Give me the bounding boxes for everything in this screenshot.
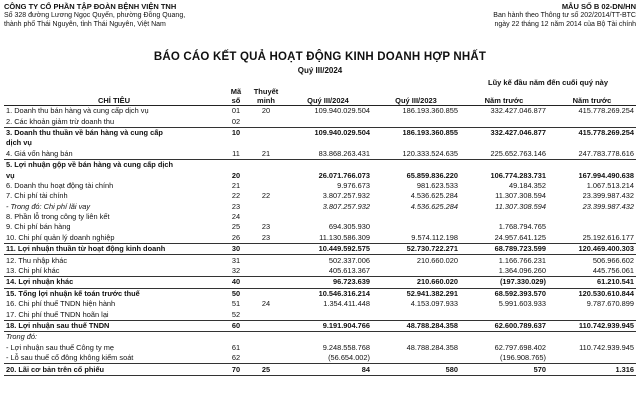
row-note (248, 255, 284, 266)
row-code: 26 (224, 233, 248, 244)
row-note (248, 277, 284, 288)
row-note: 24 (261, 299, 271, 309)
row-q2023: 9.574.112.198 (372, 233, 460, 244)
row-q2024: 694.305.930 (328, 222, 370, 232)
row-code: 52 (224, 309, 248, 320)
table-row (4, 332, 636, 343)
row-note (248, 332, 284, 343)
row-indicator: 16. Chi phí thuế TNDN hiện hành (6, 299, 116, 309)
row-q2024 (284, 138, 372, 148)
row-code (224, 332, 248, 343)
row-ytd-a (460, 159, 548, 170)
table-row (4, 343, 636, 353)
row-indicator: 20. Lãi cơ bản trên cổ phiếu (4, 364, 224, 375)
row-q2024: 3.807.257.932 (322, 191, 370, 201)
row-ytd-a: 1.364.096.260 (460, 266, 548, 277)
row-q2023: 48.788.284.358 (372, 320, 460, 331)
row-q2024: 9.976.673 (337, 180, 370, 190)
row-ytd-b: 167.994.490.638 (578, 170, 634, 180)
table-row (4, 255, 636, 266)
row-code: 40 (224, 277, 248, 288)
company-address-line-2: thành phố Thái Nguyên, tỉnh Thái Nguyên, Việt Nam (4, 21, 166, 28)
table-row (4, 222, 636, 232)
row-ytd-a: 1.768.794.765 (498, 222, 546, 232)
row-ytd-b (548, 353, 636, 364)
row-q2023: 52.730.722.271 (372, 244, 460, 255)
row-indicator: 15. Tổng lợi nhuận kế toán trước thuế (6, 288, 140, 298)
row-note: 25 (248, 364, 284, 375)
row-q2024: 10.449.592.575 (284, 244, 372, 255)
row-ytd-a (460, 332, 548, 343)
row-indicator: 1. Doanh thu bán hàng và cung cấp dịch vụ (6, 106, 149, 116)
row-indicator: 5. Lợi nhuận gộp về bán hàng và cung cấp dịch (6, 160, 174, 170)
table-row (4, 277, 636, 288)
row-q2024: 502.337.006 (328, 255, 370, 265)
row-ytd-a: 106.774.283.731 (490, 170, 546, 180)
table-row (4, 299, 636, 309)
row-ytd-b: 23.399.987.432 (582, 201, 634, 211)
row-q2024: 1.354.411.448 (323, 299, 370, 309)
row-q2023: 52.941.382.291 (406, 288, 458, 298)
table-row (4, 320, 636, 331)
row-ytd-a: 62.797.698.402 (494, 342, 546, 352)
row-ytd-b (548, 116, 636, 127)
row-ytd-a: 225.652.763.146 (460, 149, 548, 160)
row-q2023: 65.859.836.220 (406, 170, 458, 180)
row-q2023: 210.660.020 (372, 277, 460, 288)
report-title: BÁO CÁO KẾT QUẢ HOẠT ĐỘNG KINH DOANH HỢP NHẤT (153, 51, 487, 63)
row-ytd-b: 120.530.610.844 (578, 288, 634, 298)
header-row (4, 87, 636, 106)
row-q2024: 3.807.257.932 (322, 201, 370, 211)
row-code: 11 (224, 149, 248, 160)
table-row (4, 116, 636, 127)
row-q2023: 580 (372, 364, 460, 375)
row-ytd-b: 110.742.939.945 (579, 342, 634, 352)
row-q2023 (372, 309, 460, 320)
row-q2023: 4.153.097.933 (410, 299, 458, 309)
row-q2024: 405.613.367 (284, 266, 372, 277)
row-q2023 (372, 159, 460, 170)
row-note: 20 (261, 106, 271, 116)
row-ytd-a: 11.307.308.594 (495, 191, 546, 201)
row-note (248, 353, 284, 364)
row-q2023 (372, 353, 460, 364)
row-code (224, 138, 248, 148)
row-code: 32 (224, 266, 248, 277)
col-indicator: CHỈ TIÊU (4, 87, 224, 106)
row-q2024: 9.191.904.766 (284, 320, 372, 331)
form-header (493, 2, 636, 29)
row-code (224, 159, 248, 170)
table-row (4, 288, 636, 299)
row-indicator: - Trong đó: Chi phí lãi vay (6, 201, 91, 211)
row-ytd-a: 332.427.046.877 (490, 106, 546, 116)
row-q2023 (372, 212, 460, 222)
row-ytd-b: 445.756.061 (548, 266, 636, 277)
income-statement-table (4, 78, 636, 376)
row-indicator: vụ (6, 170, 15, 180)
row-note (248, 159, 284, 170)
row-code: 70 (224, 364, 248, 375)
row-ytd-a: 1.166.766.231 (498, 255, 546, 265)
row-ytd-a: 68.789.723.599 (460, 244, 548, 255)
row-ytd-a: 5.991.603.933 (498, 299, 546, 309)
row-ytd-a (460, 116, 548, 127)
row-q2024: (56.654.002) (284, 353, 372, 364)
row-q2023: 186.193.360.855 (402, 127, 458, 137)
row-q2024 (284, 116, 372, 127)
row-note (248, 170, 284, 180)
row-ytd-b: 506.966.602 (592, 255, 634, 265)
row-q2024: 96.723.639 (284, 277, 372, 288)
table-row (4, 244, 636, 255)
row-indicator: 2. Các khoản giảm trừ doanh thu (4, 116, 224, 127)
row-indicator: 18. Lợi nhuận sau thuế TNDN (4, 320, 224, 331)
row-indicator: Trong đó: (6, 332, 38, 342)
row-q2023: 981.623.533 (416, 180, 458, 190)
row-q2024: 109.940.029.504 (314, 106, 370, 116)
row-code: 31 (231, 255, 241, 265)
row-code: 25 (231, 222, 241, 232)
row-indicator: - Lỗ sau thuế cổ đông không kiểm soát (4, 353, 224, 364)
row-code: 20 (231, 170, 241, 180)
row-q2024 (284, 309, 372, 320)
row-indicator: 6. Doanh thu hoạt động tài chính (6, 180, 114, 190)
row-ytd-b (548, 138, 636, 148)
row-note: 21 (248, 149, 284, 160)
company-header (4, 2, 185, 29)
row-code: 21 (231, 180, 241, 190)
col-note: Thuyết minh (248, 87, 284, 106)
row-q2024: 83.868.263.431 (284, 149, 372, 160)
table-row (4, 170, 636, 180)
row-ytd-a: 570 (460, 364, 548, 375)
table-row (4, 138, 636, 148)
row-q2024: 84 (284, 364, 372, 375)
table-row (4, 181, 636, 191)
row-code: 23 (231, 201, 241, 211)
table-row (4, 266, 636, 277)
row-ytd-a: 11.307.308.594 (495, 201, 546, 211)
row-code: 51 (231, 299, 241, 309)
row-q2024: 11.130.586.309 (284, 233, 372, 244)
row-q2024 (284, 212, 372, 222)
form-code: MẪU SỐ B 02-DN/HN (561, 2, 636, 11)
row-q2024: 26.071.766.073 (318, 170, 370, 180)
row-q2024 (284, 332, 372, 343)
row-ytd-b: 415.778.269.254 (578, 106, 634, 116)
table-row (4, 353, 636, 364)
row-ytd-b: 23.399.987.432 (582, 191, 634, 201)
row-indicator: 14. Lợi nhuận khác (4, 277, 224, 288)
row-ytd-b: 25.192.616.177 (548, 233, 636, 244)
table-row (4, 127, 636, 138)
row-code: 22 (231, 191, 241, 201)
table-row (4, 191, 636, 201)
col-q2023: Quý III/2023 (372, 87, 460, 106)
row-ytd-b (548, 159, 636, 170)
row-note (248, 212, 284, 222)
col-q2024: Quý III/2024 (284, 87, 372, 106)
row-q2023 (372, 266, 460, 277)
row-note (248, 343, 284, 353)
row-ytd-b: 9.787.670.899 (586, 299, 634, 309)
row-note: 23 (248, 233, 284, 244)
row-q2023: 4.536.625.284 (410, 191, 458, 201)
table-row (4, 149, 636, 160)
row-note (248, 116, 284, 127)
row-ytd-a: (196.908.765) (460, 353, 548, 364)
row-q2024: 10.546.316.214 (318, 288, 370, 298)
company-name: CÔNG TY CỔ PHẦN TẬP ĐOÀN BỆNH VIỆN TNH (4, 2, 177, 11)
row-indicator: dịch vụ (6, 138, 32, 148)
row-q2024: 9.248.558.768 (322, 342, 370, 352)
row-q2023: 210.660.020 (416, 255, 458, 265)
table-row (4, 233, 636, 244)
row-note (248, 244, 284, 255)
row-ytd-b: 247.783.778.616 (548, 149, 636, 160)
row-note (248, 138, 284, 148)
row-code: 01 (231, 106, 241, 116)
row-ytd-a (460, 138, 548, 148)
col-code: Mã số (224, 87, 248, 106)
row-indicator: 7. Chi phí tài chính (6, 191, 68, 201)
row-ytd-b: 120.469.400.303 (548, 244, 636, 255)
row-note (248, 202, 284, 212)
row-indicator: - Lợi nhuận sau thuế Công ty mẹ (6, 342, 114, 352)
row-q2023: 48.788.284.358 (406, 342, 458, 352)
row-code: 24 (231, 212, 241, 222)
row-ytd-b (548, 222, 636, 232)
table-row (4, 106, 636, 117)
row-ytd-a: 62.600.789.637 (460, 320, 548, 331)
table-body (4, 106, 636, 376)
row-ytd-a: 68.592.393.570 (494, 288, 546, 298)
row-code: 61 (231, 342, 241, 352)
row-q2024: 109.940.029.504 (314, 127, 370, 137)
row-note (248, 309, 284, 320)
row-note (248, 181, 284, 191)
row-indicator: 11. Lợi nhuận thuần từ hoạt động kinh doanh (4, 244, 224, 255)
row-code: 50 (231, 288, 241, 298)
row-ytd-b: 1.067.513.214 (586, 180, 634, 190)
table-row (4, 309, 636, 320)
company-address-line-1: Số 328 đường Lương Ngọc Quyến, phường Đồng Quang, (4, 12, 186, 19)
col-ytd-group: Lũy kế đầu năm đến cuối quý này (487, 78, 609, 87)
row-q2023 (372, 138, 460, 148)
row-q2023: 4.536.625.284 (410, 201, 458, 211)
row-ytd-b (548, 212, 636, 222)
row-note (248, 288, 284, 299)
row-note: 23 (261, 222, 271, 232)
table-row (4, 364, 636, 375)
row-indicator: 9. Chi phí bán hàng (6, 222, 71, 232)
row-ytd-a (460, 212, 548, 222)
row-q2023: 120.333.524.635 (372, 149, 460, 160)
row-ytd-b (548, 309, 636, 320)
row-code: 62 (224, 353, 248, 364)
table-row (4, 202, 636, 212)
report-period: Quý III/2024 (297, 66, 343, 75)
row-ytd-b: 415.778.269.254 (578, 127, 634, 137)
row-ytd-a: 332.427.046.877 (490, 127, 546, 137)
row-indicator: 4. Giá vốn hàng bán (4, 149, 224, 160)
row-indicator: 17. Chi phí thuế TNDN hoãn lại (4, 309, 224, 320)
row-indicator: 13. Chi phí khác (4, 266, 224, 277)
table-row (4, 159, 636, 170)
row-ytd-b: 110.742.939.945 (548, 320, 636, 331)
row-code: 30 (224, 244, 248, 255)
row-ytd-a: 24.957.641.125 (460, 233, 548, 244)
row-q2024 (284, 159, 372, 170)
row-note (248, 266, 284, 277)
circular-line-1: Ban hành theo Thông tư số 202/2014/TT-BTC (493, 12, 636, 19)
row-indicator: 10. Chi phí quản lý doanh nghiệp (4, 233, 224, 244)
row-ytd-b: 61.210.541 (548, 277, 636, 288)
row-indicator: 8. Phần lỗ trong công ty liên kết (6, 212, 110, 222)
row-indicator: 3. Doanh thu thuần về bán hàng và cung cấp (6, 127, 163, 137)
row-q2023 (372, 116, 460, 127)
row-ytd-b: 1.316 (548, 364, 636, 375)
header-group-row (4, 78, 636, 87)
row-q2023 (372, 222, 460, 232)
circular-line-2: ngày 22 tháng 12 năm 2014 của Bộ Tài chính (494, 21, 636, 28)
row-ytd-a: 49.184.352 (509, 180, 546, 190)
row-ytd-a (460, 309, 548, 320)
row-code: 02 (224, 116, 248, 127)
row-ytd-b (548, 332, 636, 343)
row-code: 60 (224, 320, 248, 331)
row-indicator: 12. Thu nhập khác (6, 255, 68, 265)
col-ytd-curr: Năm trước (548, 87, 636, 106)
row-code: 10 (231, 127, 241, 137)
row-ytd-a: (197.330.029) (460, 277, 548, 288)
row-q2023 (372, 332, 460, 343)
row-note: 22 (261, 191, 271, 201)
row-note (248, 127, 284, 138)
row-q2023: 186.193.360.855 (402, 106, 458, 116)
col-ytd-prev: Năm trước (460, 87, 548, 106)
row-note (248, 320, 284, 331)
table-row (4, 212, 636, 222)
